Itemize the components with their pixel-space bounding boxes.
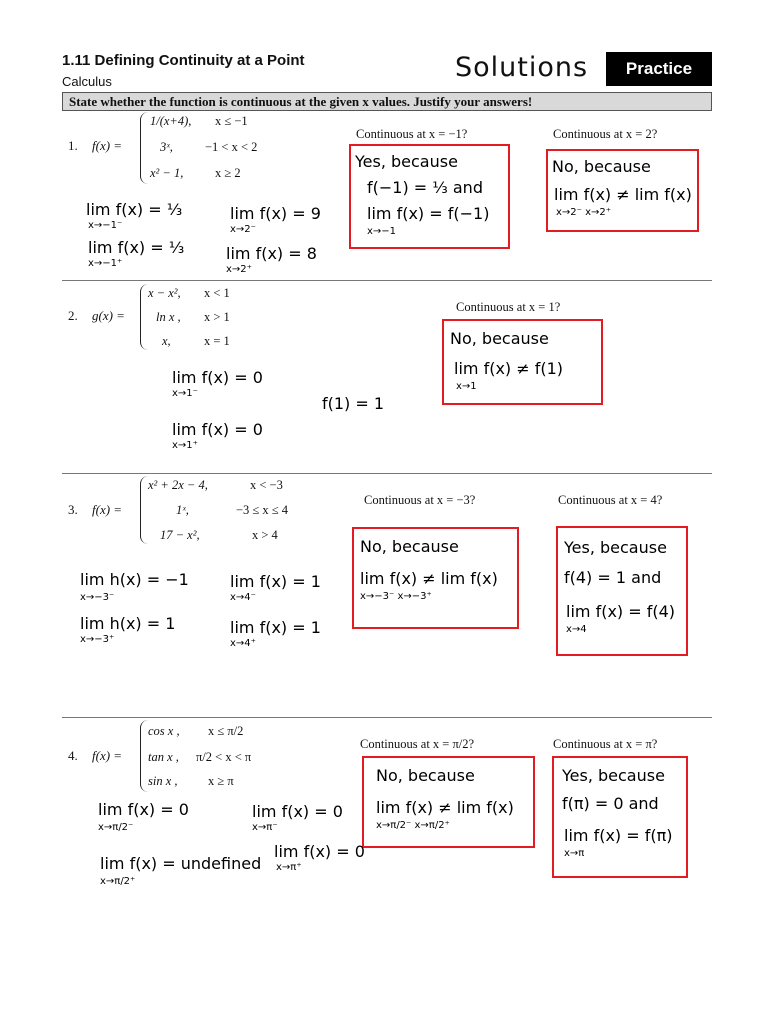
answer-line: lim f(x) ≠ lim f(x) — [376, 798, 514, 817]
case-1: x − x², — [148, 286, 181, 300]
work-limit: lim f(x) = ⅓ — [88, 238, 185, 257]
work-limit: lim f(x) = 1 — [230, 618, 321, 637]
function-name: f(x) = — [92, 138, 123, 153]
case-1: cos x , — [148, 724, 180, 738]
section-divider — [62, 280, 712, 281]
work-limit: lim f(x) = 0 — [98, 800, 189, 819]
problem-number: 4. — [68, 748, 78, 763]
answer-line: Yes, because — [562, 766, 665, 785]
cond-3: x > 4 — [252, 528, 278, 542]
work-subscript: x→4⁻ — [230, 592, 256, 603]
case-2: tan x , — [148, 750, 179, 764]
work-subscript: x→1⁺ — [172, 440, 198, 451]
answer-box — [552, 756, 688, 878]
cond-2: x > 1 — [204, 310, 230, 324]
work-limit: lim f(x) = 0 — [172, 420, 263, 439]
work-subscript: x→−1⁻ — [88, 220, 123, 231]
answer-line: lim f(x) ≠ lim f(x) — [360, 569, 498, 588]
answer-line: No, because — [360, 537, 459, 556]
case-3: x, — [162, 334, 171, 348]
piecewise-brace — [140, 112, 148, 184]
answer-box — [352, 527, 519, 629]
cond-2: −3 ≤ x ≤ 4 — [236, 503, 289, 517]
answer-box — [442, 319, 603, 405]
course-name: Calculus — [62, 74, 112, 89]
case-2: 3ˣ, — [160, 140, 173, 154]
cond-1: x ≤ π/2 — [208, 724, 244, 738]
instructions-bar: State whether the function is continuous at the given x values. Justify your answers! — [62, 92, 712, 111]
answer-line: f(−1) = ⅓ and — [367, 178, 483, 197]
work-subscript: x→−3⁻ — [80, 592, 115, 603]
function-name: f(x) = — [92, 502, 123, 517]
answer-line: Yes, because — [355, 152, 458, 171]
answer-line: lim f(x) = f(π) — [564, 826, 673, 845]
answer-line: f(4) = 1 and — [564, 568, 662, 587]
work-subscript: x→−1⁺ — [88, 258, 123, 269]
problem-number: 3. — [68, 502, 78, 517]
answer-box — [362, 756, 535, 848]
answer-line: No, because — [376, 766, 475, 785]
problem-number: 2. — [68, 308, 78, 323]
case-1: x² + 2x − 4, — [148, 478, 208, 492]
cond-2: π/2 < x < π — [196, 750, 252, 764]
work-limit: lim h(x) = 1 — [80, 614, 176, 633]
function-name: g(x) = — [92, 308, 125, 323]
section-divider — [62, 473, 712, 474]
work-subscript: x→1⁻ — [172, 388, 198, 399]
cond-3: x = 1 — [204, 334, 230, 348]
case-2: ln x , — [156, 310, 181, 324]
answer-subscript: x→4 — [566, 624, 587, 635]
answer-subscript: x→−3⁻ x→−3⁺ — [360, 591, 432, 602]
work-limit: lim f(x) = ⅓ — [86, 200, 183, 219]
work-subscript: x→4⁺ — [230, 638, 256, 649]
cond-3: x ≥ 2 — [215, 166, 241, 180]
piecewise-brace — [140, 284, 148, 350]
work-subscript: x→π/2⁺ — [100, 876, 136, 887]
work-subscript: x→π/2⁻ — [98, 822, 134, 833]
case-1: 1/(x+4), — [150, 114, 192, 128]
work-limit: lim f(x) = 0 — [252, 802, 343, 821]
work-subscript: x→−3⁺ — [80, 634, 115, 645]
question-a: Continuous at x = π/2? — [360, 737, 475, 751]
answer-subscript: x→π/2⁻ x→π/2⁺ — [376, 820, 450, 831]
worksheet-title: 1.11 Defining Continuity at a Point — [62, 52, 305, 69]
answer-line: Yes, because — [564, 538, 667, 557]
work-limit: lim f(x) = 8 — [226, 244, 317, 263]
answer-line: lim f(x) ≠ f(1) — [454, 359, 564, 378]
answer-subscript: x→−1 — [367, 226, 397, 237]
answer-subscript: x→2⁻ x→2⁺ — [556, 207, 612, 218]
case-2: 1ˣ, — [176, 503, 189, 517]
work-limit: lim f(x) = 1 — [230, 572, 321, 591]
cond-1: x < −3 — [250, 478, 283, 492]
answer-line: lim f(x) = f(4) — [566, 602, 676, 621]
question-b: Continuous at x = 4? — [558, 493, 663, 507]
work-subscript: x→π⁺ — [276, 862, 302, 873]
work-subscript: x→2⁺ — [226, 264, 252, 275]
answer-box — [556, 526, 688, 656]
practice-badge: Practice — [606, 52, 712, 86]
work-subscript: x→π⁻ — [252, 822, 278, 833]
answer-line: No, because — [450, 329, 549, 348]
work-value: f(1) = 1 — [322, 394, 385, 413]
question-a: Continuous at x = −1? — [356, 127, 468, 141]
work-limit: lim f(x) = 0 — [172, 368, 263, 387]
cond-1: x < 1 — [204, 286, 230, 300]
work-subscript: x→2⁻ — [230, 224, 256, 235]
work-limit: lim f(x) = 0 — [274, 842, 365, 861]
answer-line: No, because — [552, 157, 651, 176]
question-a: Continuous at x = 1? — [456, 300, 561, 314]
piecewise-brace — [140, 720, 148, 792]
case-3: sin x , — [148, 774, 178, 788]
cond-2: −1 < x < 2 — [205, 140, 258, 154]
answer-box — [546, 149, 699, 232]
solutions-heading: Solutions — [455, 52, 589, 83]
case-3: 17 − x², — [160, 528, 200, 542]
work-limit: lim f(x) = undefined — [100, 854, 262, 873]
problem-number: 1. — [68, 138, 78, 153]
answer-line: f(π) = 0 and — [562, 794, 659, 813]
answer-subscript: x→π — [564, 848, 585, 859]
work-limit: lim f(x) = 9 — [230, 204, 321, 223]
answer-box — [349, 144, 510, 249]
section-divider — [62, 717, 712, 718]
question-a: Continuous at x = −3? — [364, 493, 476, 507]
case-3: x² − 1, — [150, 166, 184, 180]
function-name: f(x) = — [92, 748, 123, 763]
cond-1: x ≤ −1 — [215, 114, 248, 128]
work-limit: lim h(x) = −1 — [80, 570, 189, 589]
question-b: Continuous at x = π? — [553, 737, 658, 751]
answer-subscript: x→1 — [456, 381, 477, 392]
cond-3: x ≥ π — [208, 774, 234, 788]
question-b: Continuous at x = 2? — [553, 127, 658, 141]
answer-line: lim f(x) = f(−1) — [367, 204, 490, 223]
piecewise-brace — [140, 476, 148, 544]
answer-line: lim f(x) ≠ lim f(x) — [554, 185, 692, 204]
